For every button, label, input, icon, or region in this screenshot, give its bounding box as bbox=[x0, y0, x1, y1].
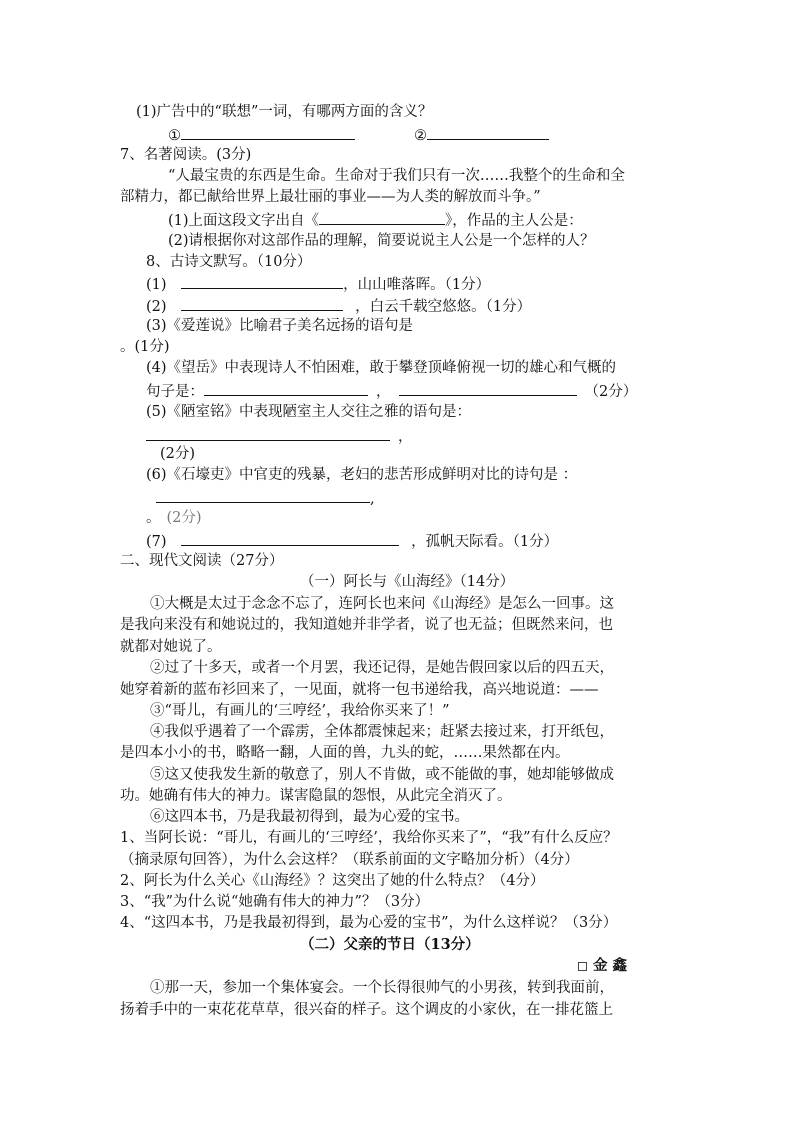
passage-1-question-1-l1: 1、当阿长说：“哥儿，有画儿的‘三哼经’，我给你买来了”，“我”有什么反应？ bbox=[120, 830, 618, 846]
passage-1-question-1-l2: （摘录原句回答），为什么会这样？（联系前面的文字略加分析）（4分） bbox=[120, 852, 579, 868]
q7-quote-line-2: 部精力，都已献给世界上最壮丽的事业——为人类的解放而斗争。” bbox=[120, 189, 541, 205]
q8-item-7 bbox=[146, 530, 558, 552]
answer-line-2 bbox=[414, 124, 549, 146]
passage-1-title: （一）阿长与《山海经》（14分） bbox=[300, 574, 515, 590]
q7-title: 7、名著阅读。(3分) bbox=[120, 147, 252, 163]
q8-item-6-period: 。 bbox=[146, 510, 161, 526]
q8-item-2-no: (2) bbox=[146, 299, 167, 315]
q8-item-5: (5)《陋室铭》中表现陋室主人交往之雅的语句是： bbox=[146, 404, 472, 420]
q8-item-1-text: ，山山唯落晖。（1分） bbox=[343, 277, 491, 293]
q8-item-2 bbox=[146, 295, 531, 317]
passage-1-para-3: ③“哥儿，有画儿的‘三哼经’，我给你买来了！” bbox=[150, 703, 450, 719]
answer-blank-2[interactable] bbox=[427, 124, 549, 140]
passage-1-para-1-l1: ①大概是太过于念念不忘了，连阿长也来问《山海经》是怎么一回事。这 bbox=[150, 596, 614, 612]
q8-item-5-score: (2分) bbox=[160, 446, 196, 462]
q8-item-5-blank[interactable] bbox=[146, 425, 390, 441]
answer-marker-2: ② bbox=[414, 128, 427, 144]
q8-item-7-no: (7) bbox=[146, 534, 167, 550]
q8-item-6-comma: , bbox=[370, 491, 375, 507]
q8-item-6: (6)《石壕吏》中官吏的残暴，老妇的悲苦形成鲜明对比的诗句是 ： bbox=[146, 467, 578, 483]
q8-item-3: (3)《爱莲说》比喻君子美名远扬的语句是 bbox=[146, 318, 414, 334]
passage-1-para-1-l3: 就都对她说了。 bbox=[120, 639, 222, 655]
q7-book-blank[interactable] bbox=[319, 209, 445, 225]
q8-item-2-blank[interactable] bbox=[181, 295, 343, 311]
q7-quote-line-1: “人最宝贵的东西是生命。生命对于我们只有一次……我整个的生命和全 bbox=[168, 168, 625, 184]
section-2-title: 二、现代文阅读（27分） bbox=[120, 553, 284, 569]
author-name: 金 鑫 bbox=[593, 957, 628, 974]
passage-2-title: （二）父亲的节日（13分） bbox=[300, 936, 480, 953]
q8-item-7-blank[interactable] bbox=[181, 530, 399, 546]
passage-1-para-1-l2: 是我向来没有和她说过的，我知道她并非学者，说了也无益；但既然来问，也 bbox=[120, 617, 613, 633]
q8-item-6-score: (2分) bbox=[166, 510, 202, 526]
passage-2-para-1-l1: ①那一天，参加一个集体宴会。一个长得很帅气的小男孩，转到我面前， bbox=[150, 980, 614, 996]
q8-item-1 bbox=[146, 273, 490, 295]
q8-item-4-answer bbox=[146, 380, 637, 402]
checkbox-icon bbox=[578, 962, 587, 971]
q8-item-2-text: ，白云千载空悠悠。（1分） bbox=[355, 299, 532, 315]
passage-1-question-3: 3、“我”为什么说“她确有伟大的神力”？（3分） bbox=[120, 894, 430, 910]
q8-title: 8、古诗文默写。（10分） bbox=[146, 254, 312, 270]
passage-1-para-2-l1: ②过了十多天，或者一个月罢，我还记得，是她告假回家以后的四五天， bbox=[150, 660, 614, 676]
answer-blank-1[interactable] bbox=[181, 124, 355, 140]
passage-1-para-6: ⑥这四本书，乃是我最初得到，最为心爱的宝书。 bbox=[150, 809, 469, 825]
passage-1-question-4: 4、“这四本书，乃是我最初得到，最为心爱的宝书”，为什么这样说？（3分） bbox=[120, 915, 618, 931]
passage-1-para-5-l1: ⑤这又使我发生新的敬意了，别人不肯做，或不能做的事，她却能够做成 bbox=[150, 767, 614, 783]
passage-1-question-2: 2、阿长为什么关心《山海经》？这突出了她的什么特点？（4分） bbox=[120, 873, 545, 889]
q8-item-1-blank[interactable] bbox=[181, 273, 343, 289]
passage-1-para-2-l2: 她穿着新的蓝布衫回来了，一见面，就将一包书递给我，高兴地说道：—— bbox=[120, 682, 599, 698]
answer-marker-1: ① bbox=[168, 128, 181, 144]
q8-item-6-blank[interactable] bbox=[156, 487, 370, 503]
q7-sub-1-pre: (1)上面这段文字出自《 bbox=[168, 213, 320, 229]
passage-1-para-4-l1: ④我似乎遇着了一个霹雳，全体都震悚起来；赶紧去接过来，打开纸包， bbox=[150, 724, 614, 740]
q7-sub-1 bbox=[168, 209, 583, 231]
q7-sub-2: (2)请根据你对这部作品的理解，简要说说主人公是一个怎样的人？ bbox=[168, 233, 595, 249]
passage-1-para-5-l2: 功。她确有伟大的神力。谋害隐鼠的怨恨，从此完全消灭了。 bbox=[120, 788, 512, 804]
q8-item-1-no: (1) bbox=[146, 277, 167, 293]
q8-item-4-score: （2分） bbox=[584, 384, 638, 400]
q8-item-3-score: 。(1分) bbox=[120, 339, 170, 355]
question-ad-meaning bbox=[136, 102, 432, 122]
q8-item-4-pre: 句子是： bbox=[146, 384, 204, 400]
q8-item-4-comma: ， bbox=[376, 384, 391, 400]
q8-item-4: (4)《望岳》中表现诗人不怕困难，敢于攀登顶峰俯视一切的雄心和气概的 bbox=[146, 360, 617, 376]
q8-item-6-answer bbox=[156, 487, 375, 509]
q8-item-4-blank-2[interactable] bbox=[399, 380, 577, 396]
passage-2-para-1-l2: 扬着手中的一束花花草草，很兴奋的样子。这个调皮的小家伙，在一排花篮上 bbox=[120, 1002, 613, 1018]
answer-line-1 bbox=[168, 124, 355, 146]
q8-item-4-blank-1[interactable] bbox=[204, 380, 368, 396]
passage-2-author bbox=[578, 956, 627, 976]
q7-sub-1-post: 》，作品的主人公是： bbox=[445, 213, 583, 229]
passage-1-para-4-l2: 是四本小小的书，略略一翻，人面的兽，九头的蛇，……果然都在内。 bbox=[120, 745, 570, 761]
q8-item-5-comma: ， bbox=[398, 429, 413, 445]
question-text: (1)广告中的“联想”一词，有哪两方面的含义？ bbox=[136, 104, 433, 120]
q8-item-6-end bbox=[146, 508, 202, 528]
q8-item-7-text: ，孤帆天际看。（1分） bbox=[411, 534, 559, 550]
